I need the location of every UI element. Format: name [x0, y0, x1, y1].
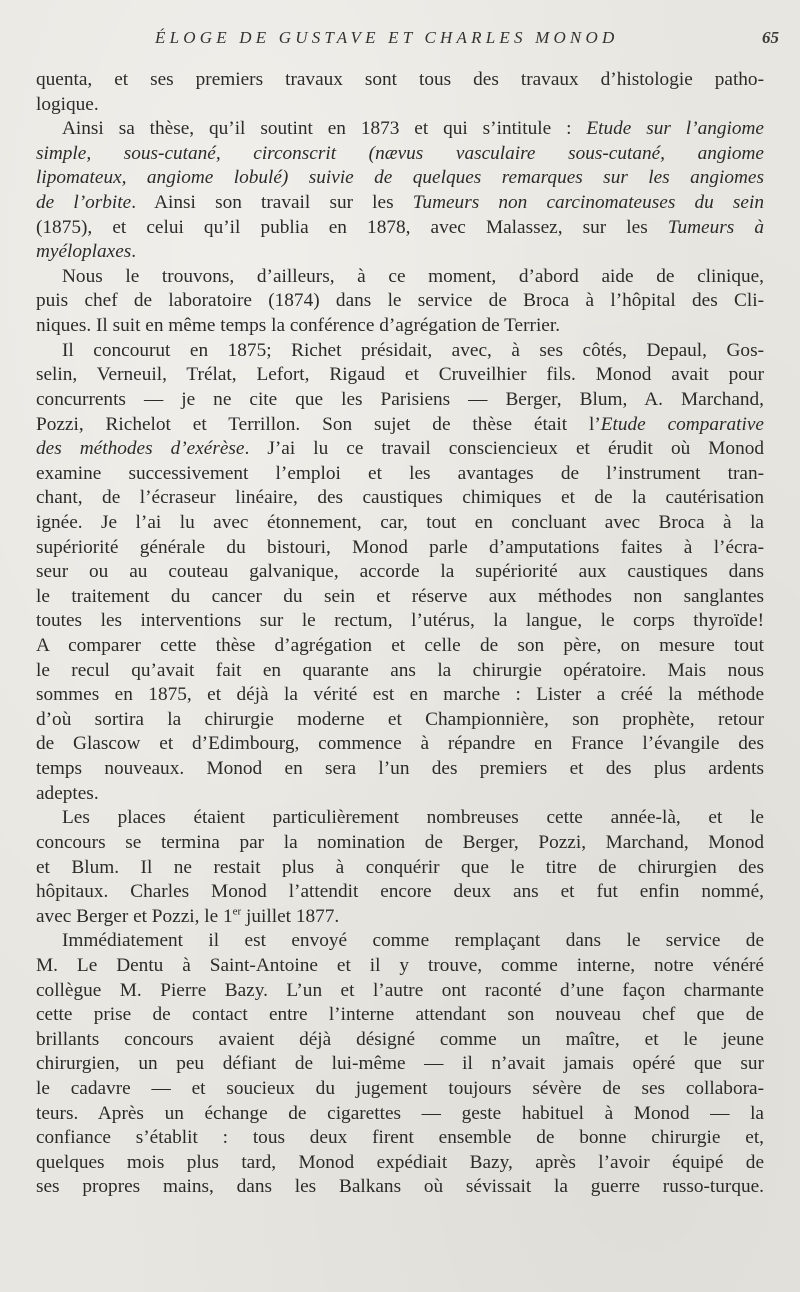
text-line: collègue M. Pierre Bazy. L’un et l’autre ont raconté d’une façon charmante	[36, 979, 764, 1001]
body-text	[36, 68, 764, 1200]
text-line: niques. Il suit en même temps la conférence d’agrégation de Terrier.	[36, 315, 561, 337]
text-line: avec Berger et Pozzi, le 1er juillet 1877.	[36, 905, 340, 927]
text-line: (1875), et celui qu’il publia en 1878, avec Malassez, sur les Tumeurs à	[36, 216, 764, 238]
text-line: examine successivement l’emploi et les avantages de l’instrument tran-	[36, 462, 764, 484]
text-line: de Glascow et d’Edimbourg, commence à répandre en France l’évangile des	[36, 733, 764, 755]
text-line: de l’orbite. Ainsi son travail sur les Tumeurs non carcinomateuses du sein	[36, 192, 764, 214]
running-head	[0, 24, 800, 54]
text-line: logique.	[36, 93, 99, 115]
text-line: supériorité générale du bistouri, Monod parle d’amputations faites à l’écra-	[36, 536, 764, 558]
text-line: ignée. Je l’ai lu avec étonnement, car, tout en concluant avec Broca à la	[36, 511, 764, 533]
text-line: cette prise de contact entre l’interne attendant son nouveau chef que de	[36, 1004, 764, 1026]
running-title: ÉLOGE DE GUSTAVE ET CHARLES MONOD	[155, 28, 619, 47]
text-line: chant, de l’écraseur linéaire, des caustiques chimiques et de la cautérisation	[36, 487, 764, 509]
text-line: d’où sortira la chirurgie moderne et Championnière, son prophète, retour	[36, 708, 764, 730]
text-line: Les places étaient particulièrement nombreuses cette année-là, et le	[62, 807, 764, 829]
text-line: concours se termina par la nomination de Berger, Pozzi, Marchand, Monod	[36, 831, 764, 853]
text-line: M. Le Dentu à Saint-Antoine et il y trouve, comme interne, notre vénéré	[36, 954, 764, 976]
text-line: chirurgien, un peu défiant de lui-même — il n’avait jamais opéré que sur	[36, 1053, 764, 1075]
text-line: temps nouveaux. Monod en sera l’un des premiers et des plus ardents	[36, 758, 764, 780]
text-line: le recul qu’avait fait en quarante ans la chirurgie opératoire. Mais nous	[36, 659, 764, 681]
text-line: Nous le trouvons, d’ailleurs, à ce moment, d’abord aide de clinique,	[62, 265, 764, 287]
text-line: Pozzi, Richelot et Terrillon. Son sujet de thèse était l’Etude comparative	[36, 413, 764, 435]
text-line: quenta, et ses premiers travaux sont tous des travaux d’histologie patho-	[36, 69, 764, 90]
text-line: lipomateux, angiome lobulé) suivie de quelques remarques sur les angiomes	[36, 167, 764, 189]
text-line: teurs. Après un échange de cigarettes — geste habituel à Monod — la	[36, 1102, 764, 1124]
text-line: myéloplaxes.	[36, 241, 137, 263]
text-line: adeptes.	[36, 782, 99, 804]
text-line: puis chef de laboratoire (1874) dans le service de Broca à l’hôpital des Cli-	[36, 290, 764, 312]
text-line: selin, Verneuil, Trélat, Lefort, Rigaud et Cruveilhier fils. Monod avait pour	[36, 364, 764, 386]
text-line: et Blum. Il ne restait plus à conquérir que le titre de chirurgien des	[36, 856, 764, 878]
text-line: des méthodes d’exérèse. J’ai lu ce travail consciencieux et érudit où Monod	[36, 438, 764, 460]
text-line: le traitement du cancer du sein et réserve aux méthodes non sanglantes	[36, 585, 764, 607]
text-line: le cadavre — et soucieux du jugement toujours sévère de ses collabora-	[36, 1077, 764, 1099]
text-line: simple, sous-cutané, circonscrit (nævus vasculaire sous-cutané, angiome	[36, 142, 764, 164]
text-line: sommes en 1875, et déjà la vérité est en marche : Lister a créé la méthode	[36, 684, 764, 706]
page-number: 65	[762, 28, 779, 47]
text-line: confiance s’établit : tous deux firent ensemble de bonne chirurgie et,	[36, 1127, 764, 1149]
text-line: quelques mois plus tard, Monod expédiait Bazy, après l’avoir équipé de	[36, 1151, 764, 1173]
text-line: hôpitaux. Charles Monod l’attendit encore deux ans et fut enfin nommé,	[36, 881, 764, 903]
text-line: concurrents — je ne cite que les Parisiens — Berger, Blum, A. Marchand,	[36, 388, 764, 410]
text-line: Il concourut en 1875; Richet présidait, avec, à ses côtés, Depaul, Gos-	[62, 339, 764, 361]
text-line: Immédiatement il est envoyé comme remplaçant dans le service de	[62, 930, 764, 952]
text-line: seur ou au couteau galvanique, accorde la supériorité aux caustiques dans	[36, 561, 764, 583]
text-line: toutes les interventions sur le rectum, l’utérus, la langue, le corps thyroïde!	[36, 610, 764, 632]
text-line: brillants concours avaient déjà désigné comme un maître, et le jeune	[36, 1028, 764, 1050]
text-line: A comparer cette thèse d’agrégation et celle de son père, on mesure tout	[36, 635, 764, 657]
text-line: ses propres mains, dans les Balkans où sévissait la guerre russo-turque.	[36, 1176, 764, 1198]
text-line: Ainsi sa thèse, qu’il soutint en 1873 et qui s’intitule : Etude sur l’angiome	[62, 118, 764, 140]
